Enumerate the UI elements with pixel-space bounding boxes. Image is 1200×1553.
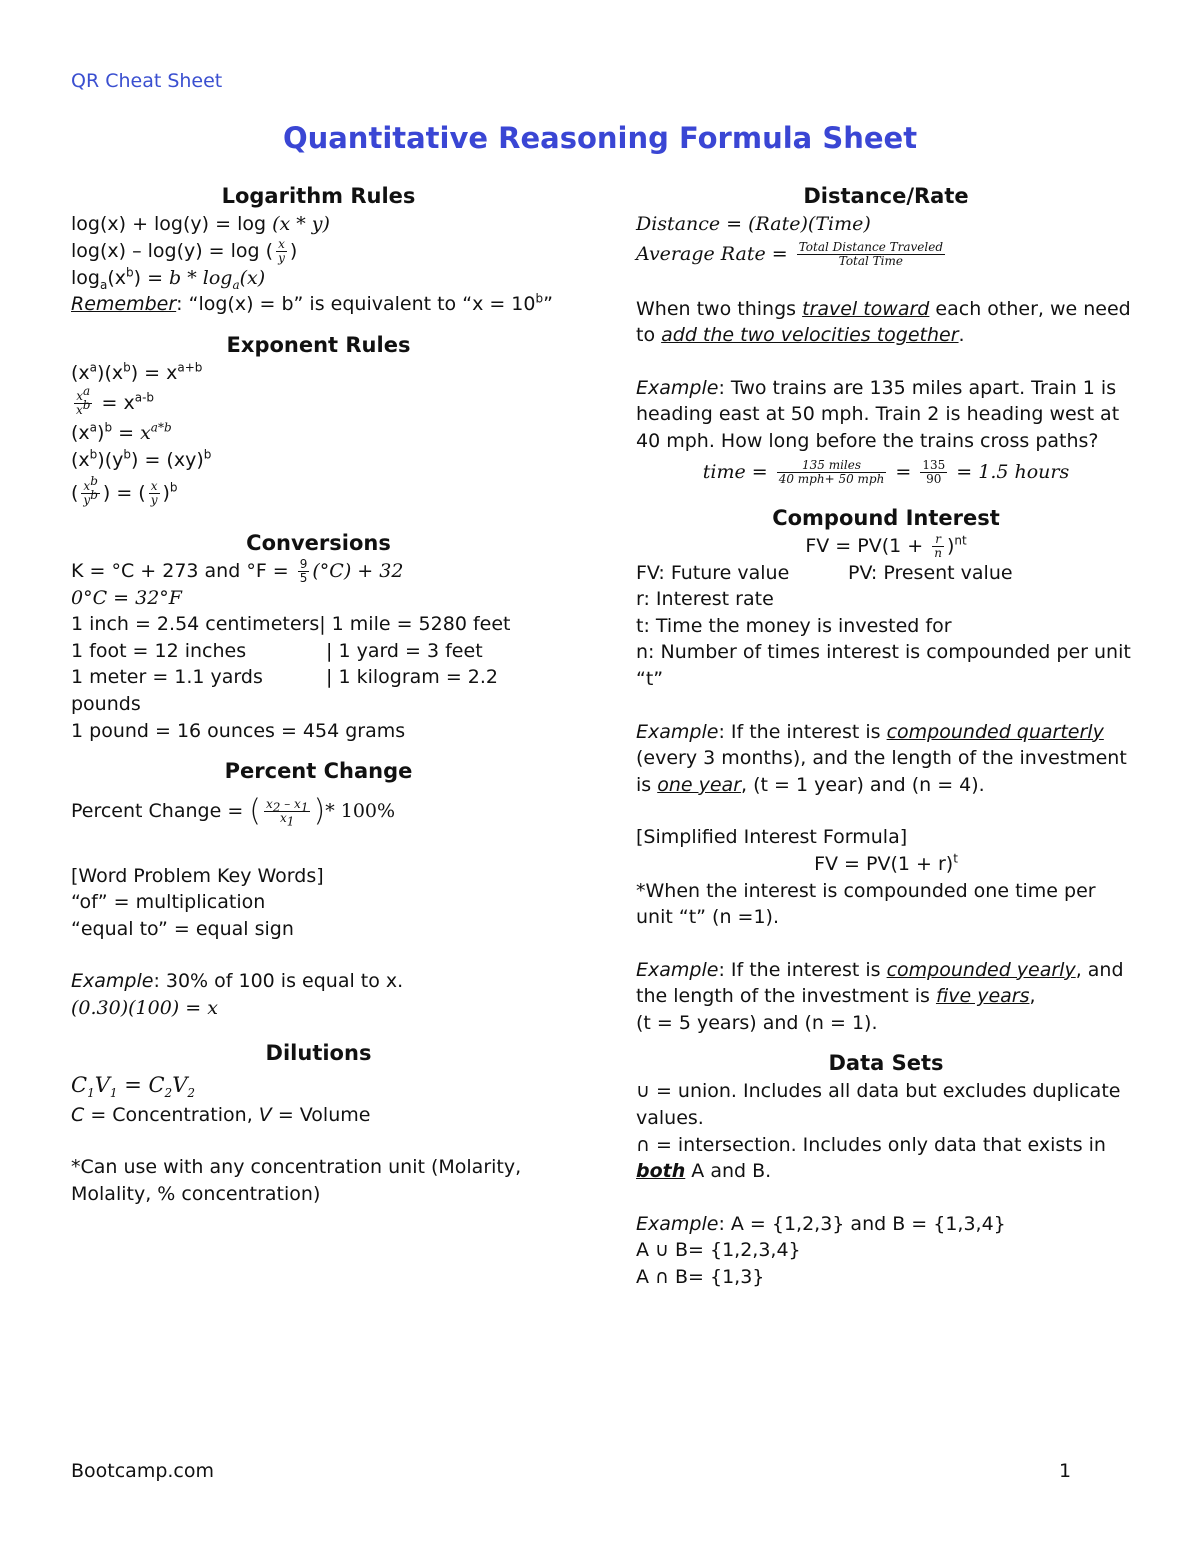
key-word-equal-to: “equal to” = equal sign: [71, 917, 294, 940]
percent-example: Example: 30% of 100 is equal to x.: [71, 970, 404, 993]
exp-rule-fraction-power: ( $\frac{x^b}{y^b}$ ) = ( $\frac{x}{y}$ )$^b$: [71, 473, 178, 507]
percent-change-formula: Percent Change = ( $\frac{x_2 - x_1}{x_1}$ )* 100%: [71, 793, 396, 829]
right-column: [636, 183, 1136, 1291]
compound-interest-heading: Compound Interest: [772, 505, 1000, 530]
left-column: [71, 183, 566, 1207]
n-definition: n: Number of times interest is compounded per unit “t”: [636, 641, 1131, 690]
log-rule-power: $\log_a(x^b) = b * \log_a(x)$: [71, 265, 266, 292]
exp-rule-product: $(x^a)(x^b) = x^{a+b}$: [71, 360, 203, 384]
conv-freezing: 0°C = 32°F: [71, 586, 182, 609]
log-remember-note: Remember: “log(x) = b” is equivalent to “$x = 10^b$”: [71, 291, 553, 316]
simplified-interest-heading: [Simplified Interest Formula]: [636, 826, 908, 849]
exponent-rules-heading: Exponent Rules: [226, 332, 411, 357]
exp-rule-same-power: $(x^b)(y^b) = (xy)^b$: [71, 447, 212, 471]
log-rule-product: log(x) + log(y) = log (x * y): [71, 213, 330, 235]
simplified-interest-formula: FV = $PV(1 + r)^t$: [814, 851, 958, 875]
key-word-of: “of” = multiplication: [71, 891, 266, 914]
intersection-example: A ∩ B= {1,3}: [636, 1266, 765, 1289]
exp-rule-quotient: $\frac{x^a}{x^b}$ = $x^{a-b}$: [76, 384, 155, 418]
fv-pv-definitions: FV: Future value PV: Present value: [636, 561, 1013, 584]
dilution-formula: $C_1V_1 = C_2V_2$: [71, 1072, 195, 1100]
compound-interest-formula: FV = PV(1 + $\frac{r}{n}$ )$^{nt}$: [805, 531, 967, 560]
conv-pound-ounces: 1 pound = 16 ounces = 454 grams: [71, 719, 406, 742]
dilution-note: *Can use with any concentration unit (Molarity, Molality, % concentration): [71, 1156, 522, 1205]
distance-formula: Distance = (Rate)(Time): [636, 213, 871, 235]
exp-rule-power: $(x^a)^b = x^{a*b}$: [71, 421, 172, 445]
trains-example: Example: Two trains are 135 miles apart. Train 1 is heading east at 50 mph. Train 2 is heading west at 40 mph. How long before the trains cross paths?: [636, 376, 1120, 452]
union-definition: ∪ = union. Includes all data but excludes duplicate values.: [636, 1080, 1121, 1130]
t-definition: t: Time the money is invested for: [636, 614, 952, 637]
footer-page-number: 1: [1059, 1460, 1072, 1482]
percent-example-math: (0.30)(100) = x: [71, 997, 218, 1019]
average-rate-formula: Average Rate = $\frac{\text{Total Distance Traveled}}{\text{Total Time}}$: [636, 239, 944, 268]
conv-temperature: K = °C + 273 and °F = $\frac{9}{5}$ (°C) + 32: [71, 556, 404, 585]
conversions-heading: Conversions: [246, 530, 391, 555]
footer-site: Bootcamp.com: [71, 1460, 215, 1482]
conv-pounds: pounds: [71, 692, 141, 715]
key-words-heading: [Word Problem Key Words]: [71, 864, 324, 887]
conv-foot-yard: 1 foot = 12 inches | 1 yard = 3 feet: [71, 639, 483, 662]
dilution-variables: C = Concentration, V = Volume: [71, 1103, 371, 1126]
sets-example: Example: A = {1,2,3} and B = {1,3,4}: [636, 1212, 1006, 1235]
logarithm-rules-heading: Logarithm Rules: [221, 184, 416, 208]
intersection-definition: ∩ = intersection. Includes only data that exists in both A and B.: [636, 1133, 1106, 1183]
yearly-example: Example: If the interest is compounded yearly, and the length of the investment is five years,: [636, 958, 1124, 1008]
travel-toward-note: When two things travel toward each other, we need to add the two velocities together.: [636, 297, 1131, 347]
conv-meter-kilogram: 1 meter = 1.1 yards | 1 kilogram = 2.2: [71, 666, 498, 689]
log-rule-quotient: log(x) – log(y) = log ( $\frac{x}{y}$ ): [71, 236, 298, 265]
page-header: QR Cheat Sheet: [71, 70, 223, 92]
data-sets-heading: Data Sets: [828, 1051, 944, 1076]
simplified-interest-note: *When the interest is compounded one time per unit “t” (n =1).: [636, 879, 1096, 929]
trains-example-math: time = $\frac{\text{135 miles}}{\text{40 mph+ 50 mph}}$ = $\frac{135}{90}$ = 1.5 hours: [702, 458, 1070, 487]
page-title: Quantitative Reasoning Formula Sheet: [282, 121, 918, 155]
percent-change-heading: Percent Change: [224, 759, 413, 784]
distance-rate-heading: Distance/Rate: [803, 184, 969, 208]
conv-inch-mile: 1 inch = 2.54 centimeters| 1 mile = 5280 feet: [71, 613, 511, 636]
union-example: A ∪ B= {1,2,3,4}: [636, 1239, 801, 1262]
quarterly-example: Example: If the interest is compounded quarterly (every 3 months), and the length of the investment is one year, (t = 1 year) and (n = 4).: [636, 720, 1127, 796]
r-definition: r: Interest rate: [636, 588, 774, 611]
dilutions-heading: Dilutions: [265, 1040, 372, 1065]
yearly-example-values: (t = 5 years) and (n = 1).: [636, 1011, 878, 1034]
